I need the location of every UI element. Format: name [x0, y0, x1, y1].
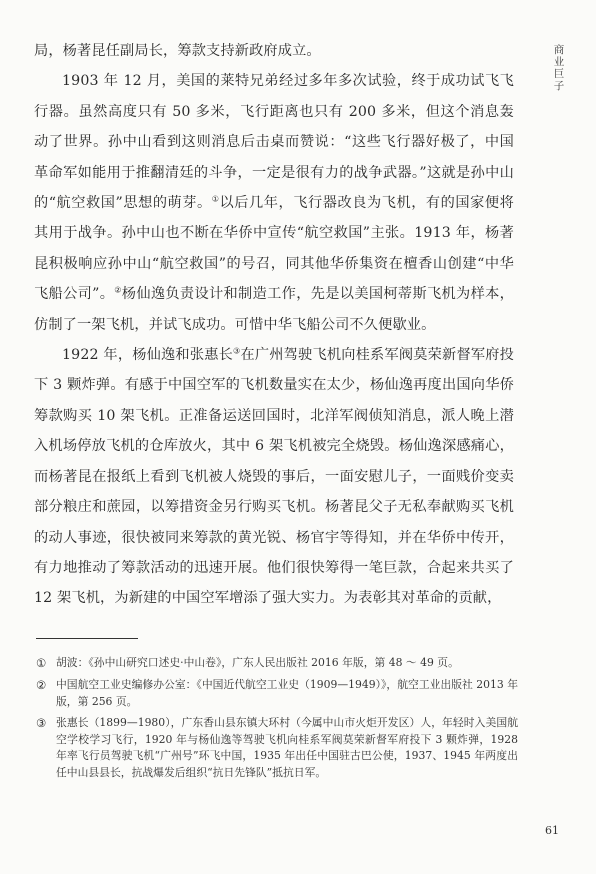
body-text: [34, 36, 514, 614]
page-number: 61: [545, 824, 559, 837]
footnote-number: ②: [36, 678, 47, 692]
paragraph-2: [34, 66, 514, 340]
footnote-text: 中国航空工业史编修办公室：《中国近代航空工业史（1909—1949）》，航空工业出版社 2013 年版，第 256 页。: [56, 678, 518, 708]
running-section-title: 商业巨子: [553, 44, 565, 92]
paragraph-text: 以后几年，飞行器改良为飞机，有的国家便将其用于战争。孙中山也不断在华侨中宣传“航空救国”主张。1913 年，杨著昆积极响应孙中山“航空救国”的号召，同其他华侨集资在檀香山创建“中华飞船公司”。: [34, 195, 514, 303]
paragraph-3: [34, 340, 514, 614]
footnote-ref-1[interactable]: ①: [211, 194, 220, 204]
paragraph-text: 局，杨著昆任副局长，筹款支持新政府成立。: [34, 43, 321, 59]
footnotes: [36, 655, 518, 786]
footnote-ref-3[interactable]: ③: [233, 346, 241, 356]
footnote-divider: [36, 638, 138, 639]
footnote-number: ①: [36, 656, 47, 670]
footnote-number: ③: [36, 716, 47, 730]
paragraph-1: [34, 36, 514, 66]
paragraph-text: 杨仙逸负责设计和制造工作，先是以美国柯蒂斯飞机为样本，仿制了一架飞机，并试飞成功。可惜中华飞船公司不久便歇业。: [34, 286, 514, 333]
footnote-ref-2[interactable]: ②: [114, 285, 122, 295]
footnote-text: 张惠长（1899—1980），广东香山县东镇大环村（今属中山市火炬开发区）人，年轻时入美国航空学校学习飞行，1920 年与杨仙逸等驾驶飞机向桂系军阀莫荣新督军府投下 3 颗炸弹，1928 年率飞行员驾驶飞机“广州号”环飞中国，1935 年出任中国驻古巴公使，1937、1945 年两度出任中山县县长，抗战爆发后组织“抗日先锋队”抵抗日军。: [56, 716, 518, 779]
footnote-1: [36, 655, 518, 672]
footnote-3: [36, 715, 518, 781]
paragraph-text: 1903 年 12 月，美国的莱特兄弟经过多年多次试验，终于成功试飞飞行器。虽然高度只有 50 多米，飞行距离也只有 200 多米，但这个消息轰动了世界。孙中山看到这则消息后击桌而赞说：“这些飞行器好极了，中国革命军如能用于推翻清廷的斗争，一定是很有力的战争武器。”这就是孙中山的“航空救国”思想的萌芽。: [34, 73, 514, 212]
paragraph-text: 在广州驾驶飞机向桂系军阀莫荣新督军府投下 3 颗炸弹。有感于中国空军的飞机数量实在太少，杨仙逸再度出国向华侨筹款购买 10 架飞机。正准备运送回国时，北洋军阀侦知消息，派人晚上潜入机场停放飞机的仓库放火，其中 6 架飞机被完全烧毁。杨仙逸深感痛心，而杨著昆在报纸上看到飞机被人烧毁的事后，一面安慰儿子，一面贱价变卖部分粮庄和蔗园，以筹措资金另行购买飞机。杨著昆父子无私奉献购买飞机的动人事迹，很快被同来筹款的黄光锐、杨官宇等得知，并在华侨中传开，有力地推动了筹款活动的迅速开展。他们很快筹得一笔巨款，合起来共买了 12 架飞机，为新建的中国空军增添了强大实力。为表彰其对革命的贡献，: [34, 347, 514, 607]
footnote-2: [36, 677, 518, 710]
footnote-text: 胡波：《孙中山研究口述史·中山卷》，广东人民出版社 2016 年版，第 48 ～ 49 页。: [56, 656, 459, 669]
paragraph-text: 1922 年，杨仙逸和张惠长: [62, 347, 234, 364]
